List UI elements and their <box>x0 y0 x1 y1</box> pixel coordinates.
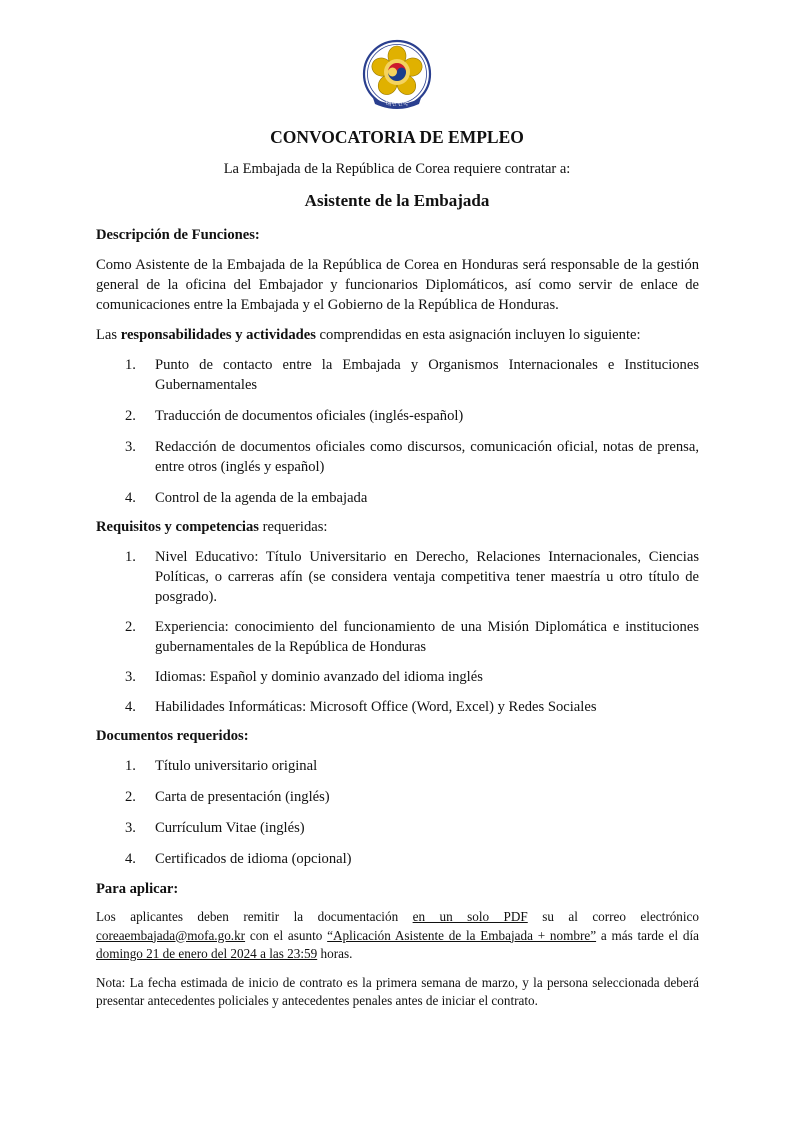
position-title: Asistente de la Embajada <box>304 191 490 210</box>
list-number: 2. <box>125 789 136 805</box>
page-title: CONVOCATORIA DE EMPLEO <box>270 127 524 147</box>
deadline-date: domingo 21 de enero del 2024 a las 23:59 <box>96 946 318 961</box>
list-item <box>96 547 699 607</box>
single-pdf-emphasis: en un solo PDF <box>412 909 528 924</box>
list-item <box>96 697 699 717</box>
list-item-text: Idiomas: Español y dominio avanzado del idioma inglés <box>155 669 483 685</box>
apply-text <box>96 908 699 964</box>
list-number: 1. <box>125 549 136 565</box>
list-item-text: Experiencia: conocimiento del funcionamiento de una Misión Diplomática e instituciones gubernamentales de la República de Honduras <box>155 619 699 655</box>
list-number: 3. <box>125 820 136 836</box>
list-item <box>96 488 699 508</box>
list-item <box>96 355 699 395</box>
list-item-text: Carta de presentación (inglés) <box>155 789 330 805</box>
list-number: 3. <box>125 439 136 455</box>
apply-heading: Para aplicar: <box>96 881 179 897</box>
documents-list <box>96 756 699 869</box>
responsibilities-lead-bold: responsabilidades y actividades <box>120 327 316 343</box>
requirements-heading-rest: requeridas: <box>258 519 328 535</box>
email-link[interactable]: coreaembajada@mofa.go.kr <box>96 927 246 943</box>
list-number: 1. <box>125 357 136 373</box>
list-item <box>96 406 699 426</box>
list-item <box>96 437 699 477</box>
list-number: 3. <box>125 669 136 685</box>
responsibilities-lead <box>96 325 699 345</box>
description-heading: Descripción de Funciones: <box>96 227 260 243</box>
list-item-text: Currículum Vitae (inglés) <box>155 820 305 836</box>
requirements-heading-bold: Requisitos y competencias <box>96 519 259 535</box>
list-item-text: Habilidades Informáticas: Microsoft Office (Word, Excel) y Redes Sociales <box>155 699 597 715</box>
apply-text-5: horas. <box>317 946 353 961</box>
requirements-list <box>96 547 699 717</box>
list-item-text: Traducción de documentos oficiales (inglés-español) <box>155 408 464 424</box>
apply-text-2: su al correo electrónico <box>527 909 700 924</box>
list-item-text: Redacción de documentos oficiales como discursos, comunicación oficial, notas de prensa, entre otros (inglés y español) <box>155 439 699 475</box>
requirements-heading <box>96 517 699 537</box>
korea-seal-logo <box>359 38 435 114</box>
apply-text-1: Los aplicantes deben remitir la documentación <box>96 909 413 924</box>
description-text: Como Asistente de la Embajada de la República de Corea en Honduras será responsable de la gestión general de la oficina del Embajador y funcionarios Diplomáticos, así como servir de enlace de comunicaciones entre la Embajada y el Gobierno de la República de Honduras. <box>96 257 699 313</box>
list-item <box>96 787 699 807</box>
list-item-text: Título universitario original <box>155 758 318 774</box>
responsibilities-lead-after: comprendidas en esta asignación incluyen lo siguiente: <box>315 327 641 343</box>
responsibilities-list <box>96 355 699 508</box>
list-item-text: Punto de contacto entre la Embajada y Organismos Internacionales e Instituciones Gubernamentales <box>155 357 699 393</box>
list-item <box>96 756 699 776</box>
list-number: 4. <box>125 490 136 506</box>
email-subject: “Aplicación Asistente de la Embajada + nombre” <box>327 927 597 943</box>
list-item <box>96 818 699 838</box>
list-item <box>96 667 699 687</box>
documents-heading: Documentos requeridos: <box>96 728 249 744</box>
list-number: 2. <box>125 619 136 635</box>
list-item-text: Certificados de idioma (opcional) <box>155 851 352 867</box>
list-item-text: Nivel Educativo: Título Universitario en Derecho, Relaciones Internacionales, Ciencias Políticas, o carreras afín (se considera ventaja competitiva tener maestría u otro título de posgrado). <box>155 549 699 605</box>
list-number: 4. <box>125 699 136 715</box>
apply-text-4: a más tarde el día <box>596 927 699 943</box>
document-body <box>96 225 699 1011</box>
intro-text: La Embajada de la República de Corea requiere contratar a: <box>223 161 571 177</box>
note-text: Nota: La fecha estimada de inicio de contrato es la primera semana de marzo, y la persona seleccionada deberá presentar antecedentes policiales y antecedentes penales antes de iniciar el contrato. <box>96 974 699 1008</box>
apply-text-3: con el asunto <box>245 927 328 943</box>
responsibilities-lead-before: Las <box>96 327 121 343</box>
list-item <box>96 617 699 657</box>
list-number: 4. <box>125 851 136 867</box>
list-item <box>96 849 699 869</box>
seal-lettering: 대한민국 <box>385 100 409 108</box>
list-item-text: Control de la agenda de la embajada <box>155 490 368 506</box>
list-number: 2. <box>125 408 136 424</box>
list-number: 1. <box>125 758 136 774</box>
